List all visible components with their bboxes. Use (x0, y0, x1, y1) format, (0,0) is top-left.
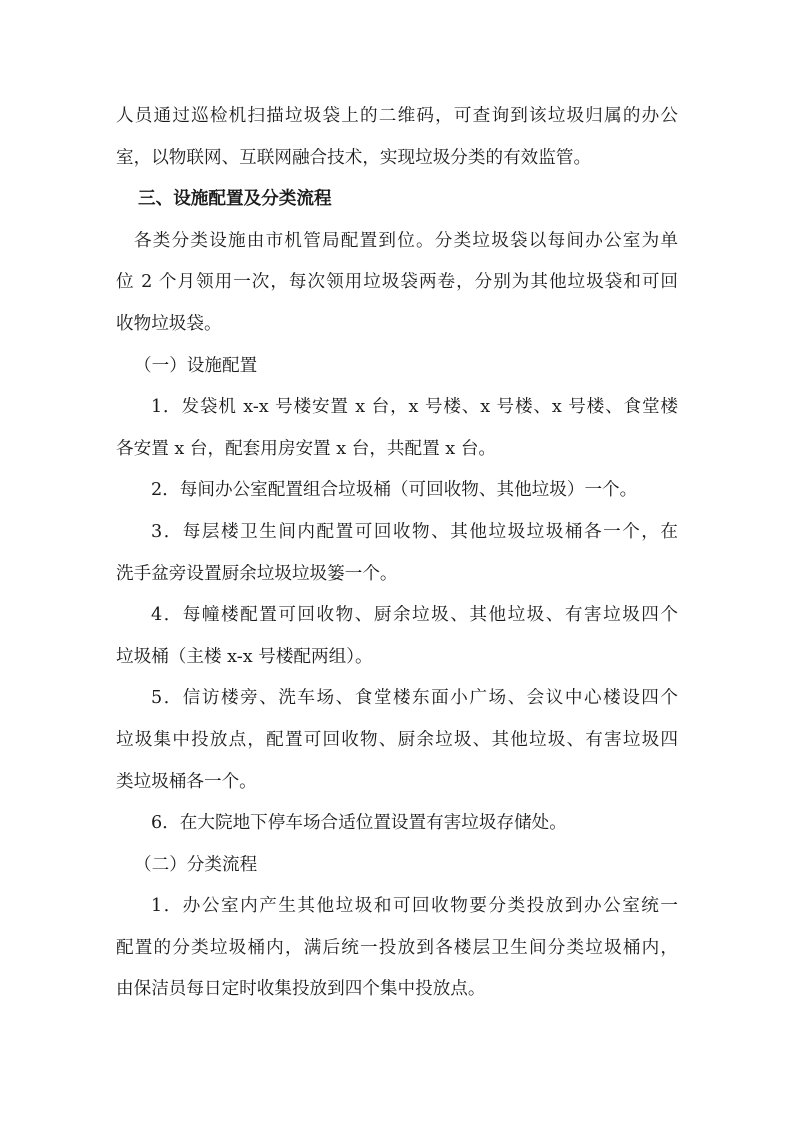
paragraph-line: 人员通过巡检机扫描垃圾袋上的二维码，可查询到该垃圾归属的办公 (116, 106, 678, 126)
list-item-line: 3．每层楼卫生间内配置可回收物、其他垃圾垃圾桶各一个，在 (151, 521, 678, 542)
subsection-heading: （二）分类流程 (134, 854, 258, 875)
list-item-line: 垃圾集中投放点，配置可回收物、厨余垃圾、其他垃圾、有害垃圾四 (116, 729, 678, 750)
list-item-line: 洗手盆旁设置厨余垃圾垃圾篓一个。 (116, 563, 398, 584)
list-item-line: 5．信访楼旁、洗车场、食堂楼东面小广场、会议中心楼设四个 (151, 688, 678, 709)
list-item-line: 4．每幢楼配置可回收物、厨余垃圾、其他垃圾、有害垃圾四个 (151, 605, 678, 626)
list-item-line: 配置的分类垃圾桶内，满后统一投放到各楼层卫生间分类垃圾桶内， (116, 937, 678, 958)
list-item-line: 垃圾桶（主楼 x-x 号楼配两组）。 (116, 646, 373, 667)
list-item-line: 类垃圾桶各一个。 (116, 771, 257, 792)
list-item-line: 各安置 x 台，配套用房安置 x 台，共配置 x 台。 (116, 438, 497, 459)
section-heading: 三、设施配置及分类流程 (138, 189, 332, 210)
list-item-line: 2．每间办公室配置组合垃圾桶（可回收物、其他垃圾）一个。 (151, 480, 638, 501)
paragraph-line: 室，以物联网、互联网融合技术，实现垃圾分类的有效监管。 (116, 147, 592, 168)
document-page (116, 96, 678, 1011)
list-item-line: 6．在大院地下停车场合适位置设置有害垃圾存储处。 (151, 813, 567, 834)
list-item-line: 1．办公室内产生其他垃圾和可回收物要分类投放到办公室统一 (151, 896, 678, 917)
list-item-line: 1．发袋机 x-x 号楼安置 x 台，x 号楼、x 号楼、x 号楼、食堂楼 (151, 397, 678, 418)
paragraph-line: 收物垃圾袋。 (116, 313, 222, 334)
subsection-heading: （一）设施配置 (134, 355, 258, 376)
paragraph-line: 位 2 个月领用一次，每次领用垃圾袋两卷，分别为其他垃圾袋和可回 (116, 272, 678, 293)
paragraph-line: 各类分类设施由市机管局配置到位。分类垃圾袋以每间办公室为单 (134, 230, 678, 251)
list-item-line: 由保洁员每日定时收集投放到四个集中投放点。 (116, 979, 486, 1000)
